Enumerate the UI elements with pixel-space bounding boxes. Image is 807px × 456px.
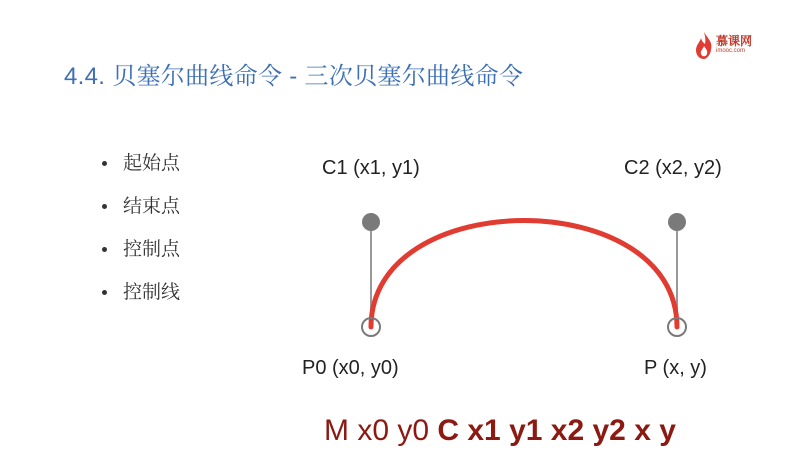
control-point-c1 [362,213,380,231]
c1-label: C1 (x1, y1) [322,157,420,179]
list-item: 结束点 [102,185,180,228]
p0-label: P0 (x0, y0) [302,357,399,379]
logo-subtitle: imooc.com [716,48,746,54]
path-command [324,414,676,448]
list-item: 起始点 [102,142,180,185]
p-label: P (x, y) [644,357,707,379]
command-bold: C x1 y1 x2 y2 x y [437,414,676,447]
slide-title: 4.4. 贝塞尔曲线命令 - 三次贝塞尔曲线命令 [64,63,524,90]
c2-label: C2 (x2, y2) [624,157,722,179]
list-item: 控制线 [102,271,180,314]
command-normal: M x0 y0 [324,414,438,447]
list-item: 控制点 [102,228,180,271]
control-point-c2 [668,213,686,231]
bezier-curve [371,221,677,328]
logo-name: 慕课网 [716,34,753,48]
